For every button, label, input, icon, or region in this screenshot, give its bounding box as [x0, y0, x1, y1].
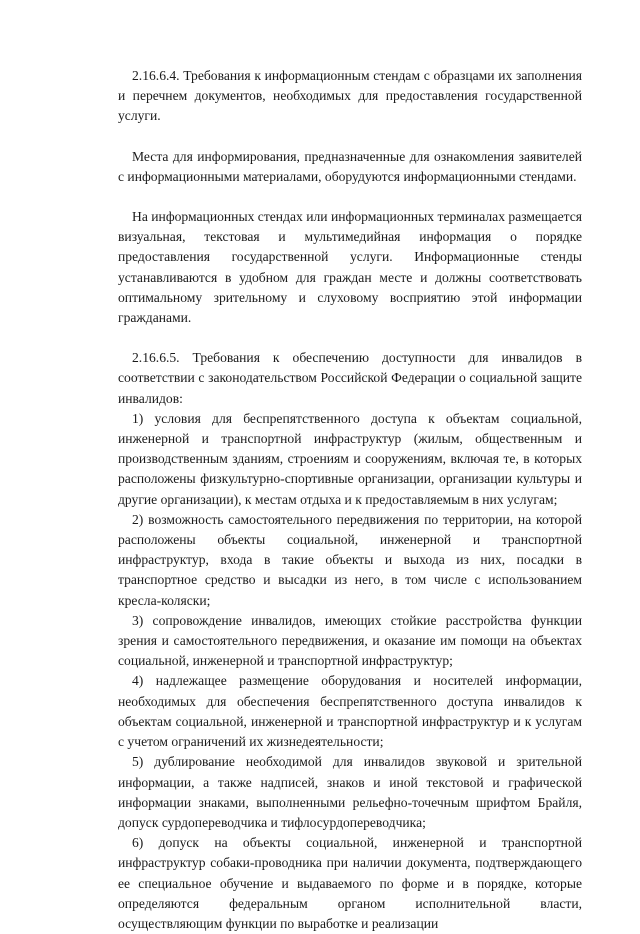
- list-item: 5) дублирование необходимой для инвалидов звуковой и зрительной информации, а также надписей, знаков и иной текстовой и графической информации знаками, выполненными рельефно-точечным шрифтом Брайля, допуск сурдопереводчика и тифлосурдопереводчика;: [118, 754, 582, 830]
- paragraph-information-places: Места для информирования, предназначенные для ознакомления заявителей с информационными материалами, оборудуются информационными стендами.: [118, 148, 582, 184]
- list-item: 6) допуск на объекты социальной, инженерной и транспортной инфраструктур собаки-проводника при наличии документа, подтверждающего ее специальное обучение и выдаваемого по форме и в порядке, которые определяются федеральным органом исполнительной власти, осуществляющим функции по выработке и реализации: [118, 835, 582, 931]
- list-item: 3) сопровождение инвалидов, имеющих стойкие расстройства функции зрения и самостоятельного передвижения, и оказание им помощи на объектах социальной, инженерной и транспортной инфраструктур;: [118, 612, 582, 669]
- accessibility-requirements-list: [118, 409, 582, 934]
- paragraph-information-stands: На информационных стендах или информационных терминалах размещается визуальная, текстовая и мультимедийная информация о порядке предоставления государственной услуги. Информационные стенды устанавливаются в удобном для граждан месте и должны соответствовать оптимальному зрительному и слуховому восприятию этой информации гражданами.: [118, 209, 582, 326]
- section-heading-2-16-6-4: 2.16.6.4. Требования к информационным стендам с образцами их заполнения и перечнем документов, необходимых для предоставления государственной услуги.: [118, 68, 582, 124]
- list-item: 1) условия для беспрепятственного доступа к объектам социальной, инженерной и транспортной инфраструктур (жилым, общественным и производственным зданиям, строениям и сооружениям, включая те, в которых расположены физкультурно-спортивные организации, организации культуры и другие организации), к местам отдыха и к предоставляемым в них услугам;: [118, 410, 582, 507]
- list-item: 4) надлежащее размещение оборудования и носителей информации, необходимых для обеспечения беспрепятственного доступа инвалидов к объектам социальной, инженерной и транспортной инфраструктур и к услугам с учетом ограничений их жизнедеятельности;: [118, 673, 582, 750]
- section-heading-2-16-6-5: 2.16.6.5. Требования к обеспечению доступности для инвалидов в соответствии с законодательством Российской Федерации о социальной защите инвалидов:: [118, 350, 582, 406]
- list-item: 2) возможность самостоятельного передвижения по территории, на которой расположены объекты социальной, инженерной и транспортной инфраструктур, входа в такие объекты и выхода из них, посадки в транспортное средство и высадки из него, в том числе с использованием кресла-коляски;: [118, 511, 582, 608]
